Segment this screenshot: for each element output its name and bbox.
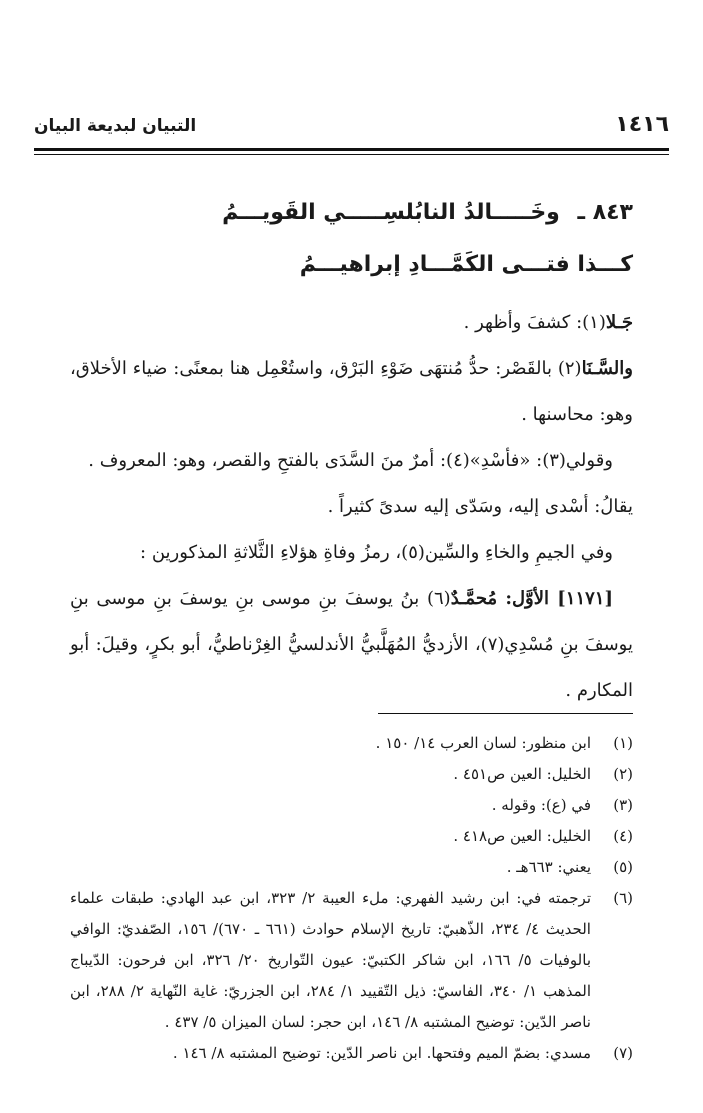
verse-line-1 — [70, 200, 633, 225]
footnotes — [70, 728, 633, 1069]
paragraph-1-text: (١): كشفَ وأظهر . — [463, 312, 606, 333]
footnote-text: الخليل: العين ص٤١٨ . — [453, 827, 591, 845]
footnote-text: الخليل: العين ص٤٥١ . — [453, 765, 591, 783]
header-rule — [34, 148, 669, 151]
page-header — [34, 112, 669, 146]
footnote-text: ترجمته في: ابن رشيد الفهري: ملء العيبة ٢/ ٣٢٣، ابن عبد الهادي: طبقات علماء الحديث ٤/ ٢٣٤، الذّهبيّ: تاريخ الإسلام حوادث (٦٦١ ـ ٦٧٠)/ ١٥٦، الصّفديّ: الوافي بالوفيات ٥/ ١٦٦، ابن شاكر الكتبيّ: عيون التّواريخ ٢٠/ ٣٢٦، ابن فرحون: الدّيباج المذهب ١/ ٣٤٠، الفاسيّ: ذيل التّقييد ١/ ٢٨٤، ابن الجزريّ: غاية النّهاية ٢/ ٢٨٨، ابن ناصر الدّين: توضيح المشتبه ٨/ ١٤٦، ابن حجر: لسان الميزان ٥/ ٤٣٧ . — [70, 889, 591, 1031]
footnote — [70, 821, 633, 852]
footnote-text: في (ع): وقوله . — [491, 796, 591, 814]
footnote-text: ابن منظور: لسان العرب ١٤/ ١٥٠ . — [375, 734, 591, 752]
paragraph-3: وقولي(٣): «فأسْدِ»(٤): أمرٌ منَ السَّدَى بالفتحِ والقصر، وهو: المعروف . — [88, 450, 613, 471]
footnote — [70, 1038, 633, 1069]
term-sana: والسَّـنَا — [581, 358, 633, 379]
footnote — [70, 883, 633, 1038]
footnote-number: (٤) — [613, 827, 633, 845]
footnote-number: (٣) — [613, 796, 633, 814]
paragraph-6 — [70, 576, 633, 714]
footnote-text: يعني: ٦٦٣هـ . — [506, 858, 591, 876]
footnote-separator — [378, 713, 633, 714]
paragraph-5: وفي الجيمِ والخاءِ والسِّين(٥)، رمزُ وفاةِ هؤلاءِ الثَّلاثةِ المذكورين : — [140, 542, 613, 563]
paragraph-1 — [70, 300, 633, 346]
paragraph-2 — [70, 346, 633, 438]
verse-text-2: كـــذا فتـــى الكَمَّـــادِ إبراهيـــمُ — [299, 252, 633, 277]
footnote — [70, 728, 633, 759]
footnote-number: (١) — [613, 734, 633, 752]
footnote — [70, 759, 633, 790]
footnote-number: (٦) — [613, 889, 633, 907]
verse-line-2 — [70, 252, 633, 277]
footnote-number: (٢) — [613, 765, 633, 783]
commentary-body — [70, 300, 633, 714]
entry-heading: [١١٧١] الأوَّل: مُحمَّـدٌ — [450, 588, 613, 609]
header-rule-thin — [34, 154, 669, 155]
footnote-text: مسدي: بضمّ الميم وفتحها. ابن ناصر الدّين: توضيح المشتبه ٨/ ١٤٦ . — [172, 1044, 591, 1062]
running-title: التبيان لبديعة البيان — [34, 116, 197, 136]
page-number: ١٤١٦ — [615, 112, 669, 137]
verse-number: ٨٤٣ ـ — [577, 200, 633, 225]
paragraph-2-text: (٢) بالقَصْر: حدُّ مُنتهَى ضَوْءِ البَرْق، واستُعْمِل هنا بمعنًى: ضياء الأخلاق، وهو: محاسنها . — [70, 358, 633, 425]
footnote-number: (٧) — [613, 1044, 633, 1062]
paragraph-4: يقالُ: أسْدى إليه، وسَدّى إليه سدىً كثيراً . — [327, 496, 633, 517]
paragraph-6-text: (٦) بنُ يوسفَ بنِ موسى بنِ يوسفَ بنِ موسى بنِ يوسفَ بنِ مُسْدِي(٧)، الأزديُّ المُهَلَّبيُّ الأندلسيُّ الغِرْناطيُّ، أبو بكرٍ، وقيلَ: أبو المكارم . — [70, 588, 633, 701]
verse-text-1: وخَـــــالدُ النابُلسِـــــي القَويـــمُ — [222, 200, 560, 225]
footnote-number: (٥) — [613, 858, 633, 876]
footnote — [70, 852, 633, 883]
footnote — [70, 790, 633, 821]
term-jala: جَـلا — [605, 312, 633, 333]
